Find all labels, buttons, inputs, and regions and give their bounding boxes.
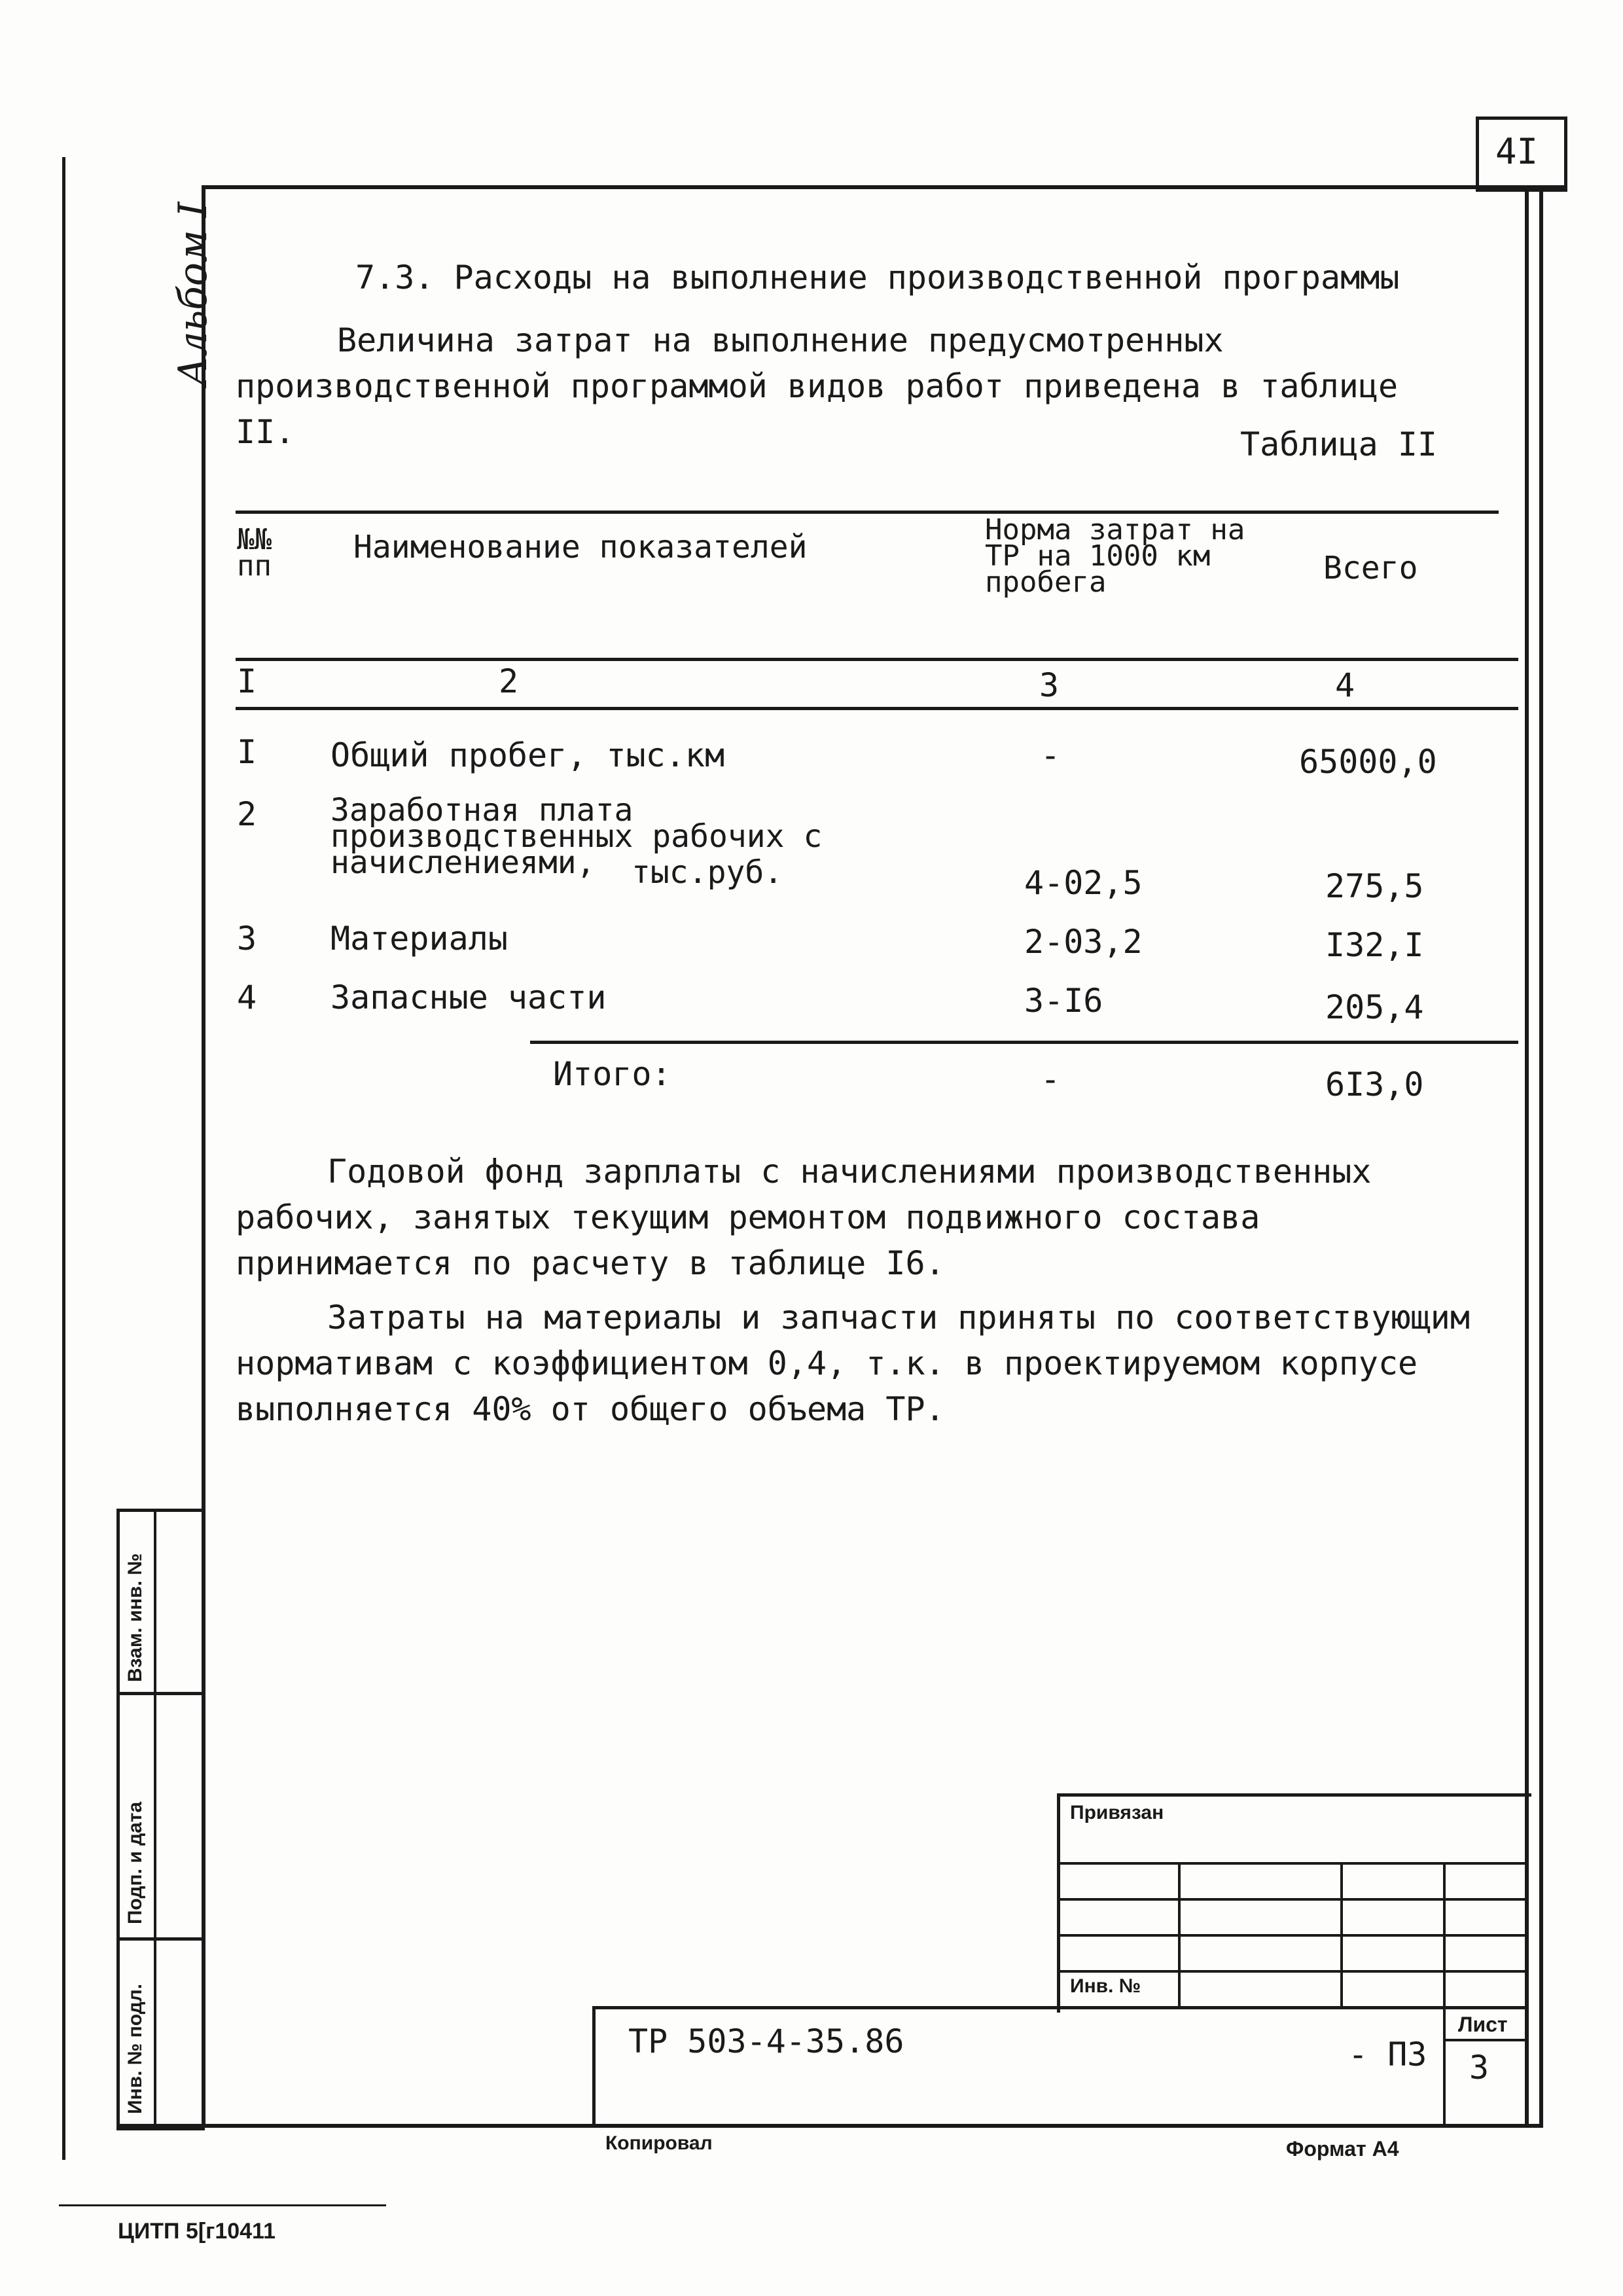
tb-v1 <box>1178 1862 1181 2009</box>
row-1-name: Общий пробег, тыс.км <box>330 736 725 774</box>
tb-v3 <box>1443 1862 1446 2124</box>
tb-main-top <box>592 2006 1528 2009</box>
tb-main-left <box>592 2006 596 2127</box>
header-norm: Норма затрат на ТР на 1000 км пробега <box>985 513 1245 599</box>
paragraph-1: Годовой фонд зарплаты с начислениями производственных рабочих, занятых текущим ремонтом подвижного состава принимается по расчету в таблице I6. <box>236 1153 1372 1282</box>
row-1-num: I <box>237 733 257 771</box>
page-number: 4I <box>1495 131 1539 172</box>
privyazan-label: Привязан <box>1070 1802 1164 1823</box>
row-2-total: 275,5 <box>1325 867 1424 905</box>
row-2-name: Заработная плата производственных рабочих с начислениеями, <box>330 792 823 881</box>
table-header-rule <box>236 658 1518 661</box>
row-3-norm: 2-03,2 <box>1024 923 1143 961</box>
tb-v2 <box>1340 1862 1343 2009</box>
tb-h2 <box>1057 1898 1528 1901</box>
colnum-1: I <box>237 662 257 700</box>
intro-text: Величина затрат на выполнение предусмотренных производственной программой видов работ приведена в таблице II. <box>236 321 1399 451</box>
binding-margin-line <box>62 157 65 2160</box>
colnum-2: 2 <box>499 662 519 700</box>
row-3-num: 3 <box>237 920 257 958</box>
print-mark: ЦИТП 5[г10411 <box>118 2219 276 2244</box>
doc-code: ТР 503-4-35.86 <box>628 2022 904 2060</box>
side-stamp-divider-1 <box>116 1692 202 1695</box>
row-4-name: Запасные части <box>330 978 607 1016</box>
format-label: Формат А4 <box>1286 2137 1399 2161</box>
row-2-unit: тыс.руб. <box>632 854 783 891</box>
section-title: 7.3. Расходы на выполнение производственной программы <box>355 259 1400 296</box>
copied-label: Копировал <box>605 2132 713 2154</box>
summary-label: Итого: <box>553 1055 671 1093</box>
table-summary-rule <box>530 1041 1518 1044</box>
sheet-value: 3 <box>1469 2049 1489 2087</box>
row-1-norm: - <box>1041 736 1061 774</box>
frame-right-outer <box>1539 185 1543 2128</box>
paragraph-2: Затраты на материалы и запчасти приняты по соответствующим нормативам с коэффициентом 0,4, т.к. в проектируемом корпусе выполняется 40% от общего объема ТР. <box>236 1299 1470 1428</box>
side-stamp-podp: Подп. и дата <box>124 1801 146 1924</box>
header-num: №№ пп <box>237 523 272 583</box>
table-colnum-rule <box>236 707 1518 710</box>
tb-h3 <box>1057 1934 1528 1937</box>
doc-suffix: - ПЗ <box>1348 2036 1427 2073</box>
frame-top <box>202 185 1566 189</box>
row-3-name: Материалы <box>330 920 508 958</box>
sheet-label: Лист <box>1458 2013 1508 2036</box>
album-note: Альбом I <box>170 202 216 386</box>
row-4-total: 205,4 <box>1325 988 1424 1026</box>
colnum-4: 4 <box>1335 666 1355 704</box>
header-name: Наименование показателей <box>353 529 808 565</box>
side-stamp-divider-v <box>154 1509 156 2124</box>
summary-norm: - <box>1041 1060 1061 1098</box>
table-caption: Таблица II <box>1240 425 1438 463</box>
row-2-num: 2 <box>237 795 257 833</box>
side-stamp-divider-2 <box>116 1937 202 1941</box>
footer-edge-line <box>59 2204 386 2206</box>
side-stamp-vzam: Взам. инв. № <box>124 1553 146 1682</box>
tb-h1 <box>1057 1862 1528 1865</box>
row-4-norm: 3-I6 <box>1024 982 1103 1020</box>
side-stamp-inv-podl: Инв. № подл. <box>124 1983 146 2114</box>
tb-sheet-divider <box>1443 2039 1528 2041</box>
row-3-total: I32,I <box>1325 926 1424 964</box>
tb-h4 <box>1057 1970 1528 1973</box>
table-top-rule <box>236 511 1499 514</box>
inv-no-label: Инв. № <box>1070 1975 1141 1997</box>
summary-total: 6I3,0 <box>1325 1066 1424 1103</box>
header-total: Всего <box>1323 550 1418 586</box>
row-4-num: 4 <box>237 978 257 1016</box>
row-2-norm: 4-02,5 <box>1024 864 1143 902</box>
colnum-3: 3 <box>1039 666 1060 704</box>
row-1-total: 65000,0 <box>1299 743 1437 781</box>
frame-bottom <box>116 2124 1543 2128</box>
